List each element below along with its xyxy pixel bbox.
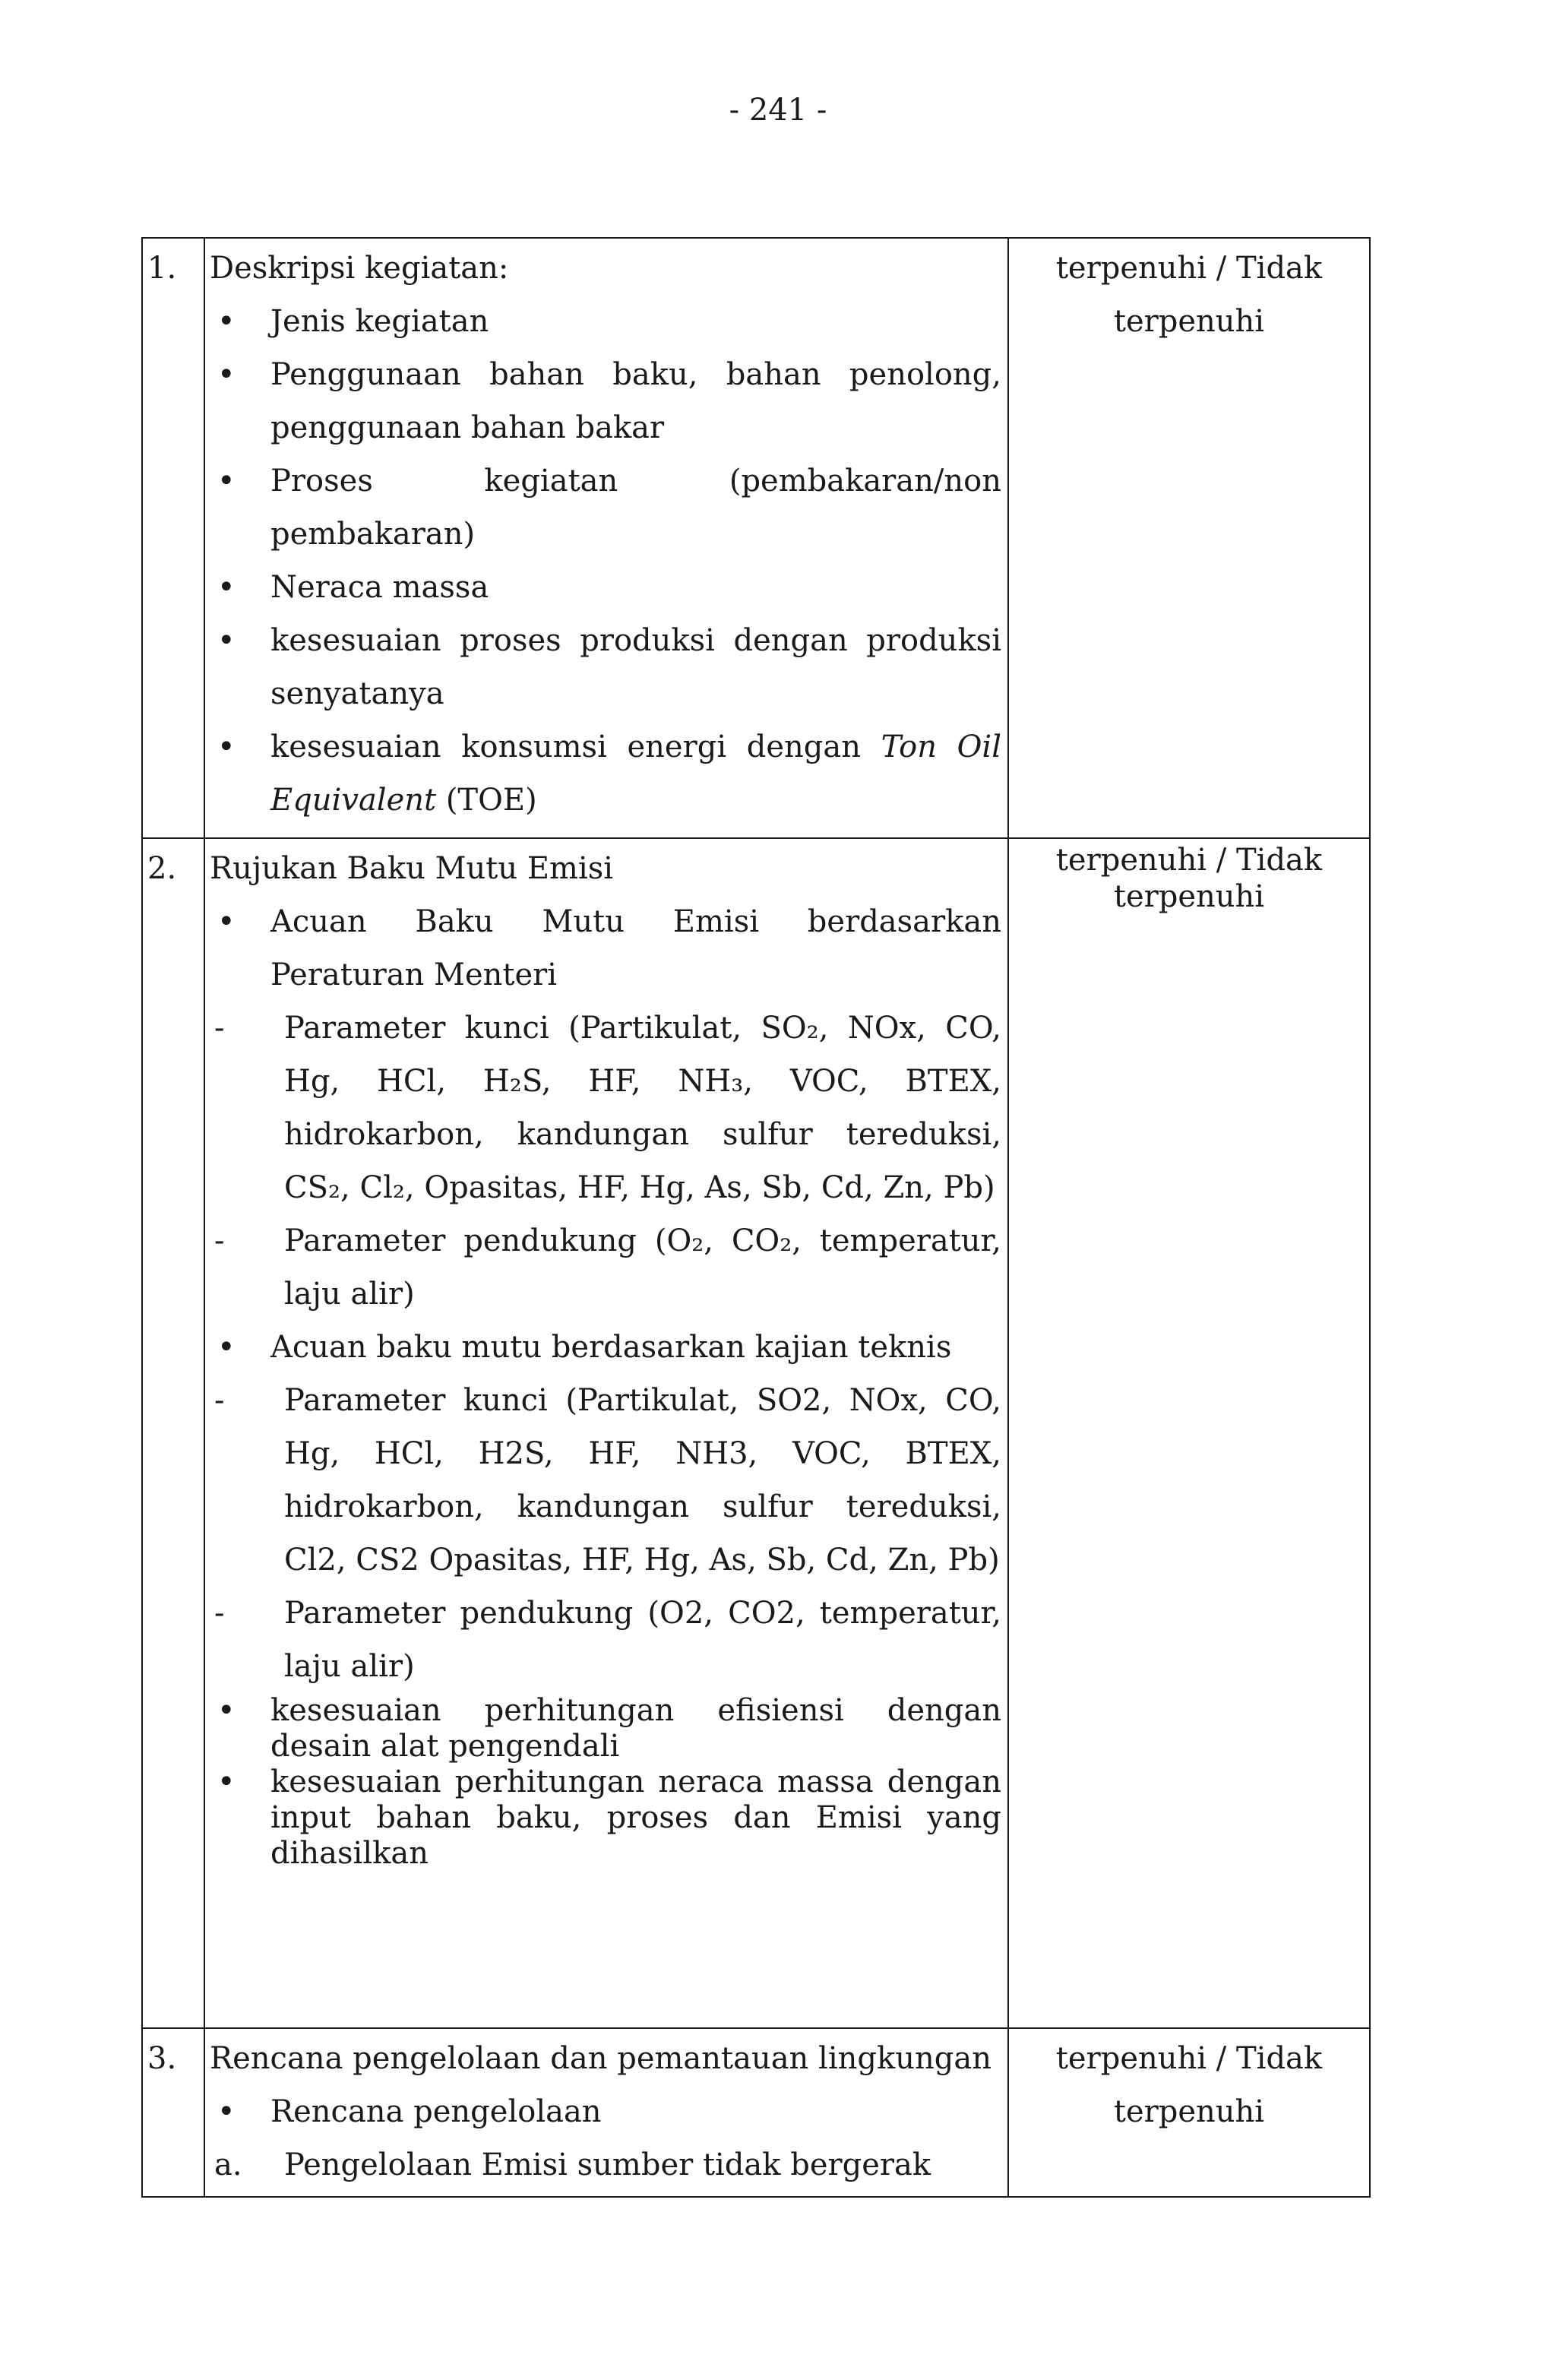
- status-line: terpenuhi / Tidak: [1055, 843, 1323, 878]
- list-item: • Jenis kegiatan: [210, 295, 1001, 348]
- status-cell: [1008, 2028, 1370, 2197]
- bullet-icon: •: [217, 464, 236, 498]
- dash-icon: -: [214, 1383, 225, 1418]
- list-item: • Acuan Baku Mutu Emisi berdasarkan Peraturan Menteri: [210, 895, 1001, 1002]
- bullet-icon: •: [217, 304, 236, 339]
- dash-list: [210, 1002, 1001, 1321]
- bullet-icon: •: [217, 904, 236, 939]
- row-number: 1.: [142, 238, 204, 838]
- bullet-icon: •: [217, 357, 236, 392]
- status-line: terpenuhi: [1113, 2094, 1265, 2129]
- table-row: [142, 2028, 1370, 2197]
- row-title: Rujukan Baku Mutu Emisi: [210, 851, 614, 886]
- dash-list: [210, 1374, 1001, 1693]
- checklist-table: [141, 237, 1371, 2198]
- list-item: • Acuan baku mutu berdasarkan kajian teknis: [210, 1321, 1001, 1374]
- status-line: terpenuhi: [1113, 304, 1265, 339]
- bullet-icon: •: [217, 730, 236, 764]
- list-item: - Parameter kunci (Partikulat, SO2, NOx, CO, Hg, HCl, H2S, HF, NH3, VOC, BTEX, hidrokarbon, kandungan sulfur tereduksi, Cl2, CS2 Opasitas, HF, Hg, As, Sb, Cd, Zn, Pb): [210, 1374, 1001, 1587]
- row-description: [204, 238, 1008, 838]
- page-number: - 241 -: [729, 93, 827, 128]
- status-line: terpenuhi: [1113, 879, 1265, 914]
- list-item: • kesesuaian konsumsi energi dengan Ton Oil Equivalent (TOE): [210, 720, 1001, 827]
- bullet-list: [210, 895, 1001, 1002]
- list-item: • Penggunaan bahan baku, bahan penolong, penggunaan bahan bakar: [210, 348, 1001, 454]
- dash-icon: -: [214, 1011, 225, 1046]
- table-row: [142, 838, 1370, 2028]
- italic-term: Ton Oil Equivalent: [270, 730, 1001, 818]
- dash-icon: -: [214, 1223, 225, 1258]
- row-description: [204, 2028, 1008, 2197]
- bullet-icon: •: [217, 570, 236, 605]
- lettered-item: a. Pengelolaan Emisi sumber tidak bergerak: [210, 2138, 1001, 2192]
- list-item: - Parameter pendukung (O₂, CO₂, temperatur, laju alir): [210, 1214, 1001, 1321]
- row-title: Rencana pengelolaan dan pemantauan lingkungan: [210, 2041, 991, 2076]
- bullet-list: [210, 295, 1001, 827]
- bullet-icon: •: [217, 623, 236, 658]
- status-cell: [1008, 838, 1370, 2028]
- bullet-icon: •: [217, 2094, 236, 2129]
- list-item: • Neraca massa: [210, 561, 1001, 614]
- table-row: [142, 238, 1370, 838]
- bullet-list: [210, 1321, 1001, 1374]
- row-number: 2.: [142, 838, 204, 2028]
- bullet-icon: •: [217, 1330, 236, 1365]
- dash-icon: -: [214, 1596, 225, 1631]
- item-letter: a.: [214, 2147, 242, 2182]
- row-description: [204, 838, 1008, 2028]
- list-item: - Parameter kunci (Partikulat, SO₂, NOx, CO, Hg, HCl, H₂S, HF, NH₃, VOC, BTEX, hidrokarbon, kandungan sulfur tereduksi, CS₂, Cl₂, Opasitas, HF, Hg, As, Sb, Cd, Zn, Pb): [210, 1002, 1001, 1214]
- status-line: terpenuhi / Tidak: [1055, 251, 1323, 286]
- bullet-list: [210, 2085, 1001, 2138]
- list-item: • kesesuaian proses produksi dengan produksi senyatanya: [210, 614, 1001, 720]
- status-cell: [1008, 238, 1370, 838]
- list-item: • Rencana pengelolaan: [210, 2085, 1001, 2138]
- bullet-list: [210, 1693, 1001, 1872]
- list-item: - Parameter pendukung (O2, CO2, temperatur, laju alir): [210, 1587, 1001, 1693]
- status-line: terpenuhi / Tidak: [1055, 2041, 1323, 2076]
- bullet-icon: •: [217, 1764, 236, 1799]
- row-number: 3.: [142, 2028, 204, 2197]
- list-item: • Proses kegiatan (pembakaran/non pembakaran): [210, 454, 1001, 561]
- list-item: • kesesuaian perhitungan efisiensi dengan desain alat pengendali: [217, 1693, 1001, 1764]
- bullet-icon: •: [217, 1693, 236, 1728]
- list-item: • kesesuaian perhitungan neraca massa dengan input bahan baku, proses dan Emisi yang dihasilkan: [217, 1764, 1001, 1871]
- row-title: Deskripsi kegiatan:: [210, 251, 509, 286]
